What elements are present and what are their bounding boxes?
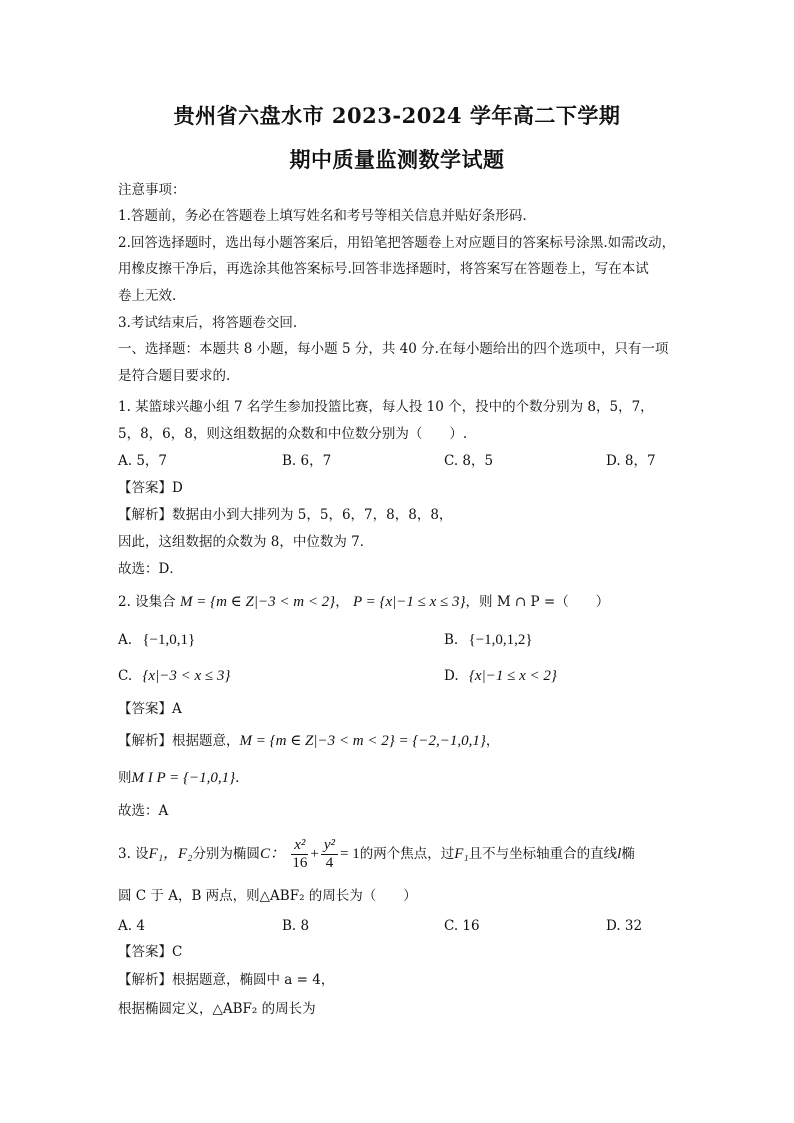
q2-option-c-label: C. — [118, 668, 133, 684]
q1-option-a: A. 5，7 — [118, 453, 168, 469]
q3-mid-3: 且不与坐标轴重合的直线 — [468, 846, 618, 862]
q2-stem — [118, 592, 609, 612]
q3-fraction-y — [321, 837, 338, 872]
q3-analysis-line-1: 【解析】根据题意，椭圆中 a = 4， — [118, 972, 335, 988]
exam-title-line1: 贵州省六盘水市 2023-2024 学年高二下学期 — [173, 103, 621, 128]
q2-set-m: M = {m ∈ Z|−3 < m < 2} — [179, 594, 336, 610]
notice-item-2-line-c: 卷上无效. — [118, 288, 177, 304]
q1-stem-line-b: 5，8，6，8，则这组数据的众数和中位数分别为（ ）. — [118, 426, 468, 442]
q1-option-c: C. 8，5 — [444, 453, 494, 469]
q3-fraction-x-den: 16 — [292, 855, 308, 871]
exam-title-line2: 期中质量监测数学试题 — [289, 147, 505, 172]
q3-stem-line-2: 圆 C 于 A，B 两点，则△ABF₂ 的周长为（ ） — [118, 888, 417, 904]
q2-option-a-label: A. — [118, 632, 133, 648]
q3-fraction-x — [291, 837, 308, 872]
q3-fraction-x-num: x² — [291, 837, 308, 855]
q2-option-b — [444, 630, 533, 650]
q3-fraction-y-num: y² — [321, 837, 338, 855]
q2-then-prefix: 则 — [118, 770, 132, 786]
section-header-line-a: 一、选择题：本题共 8 小题，每小题 5 分，共 40 分.在每小题给出的四个选项中，只有一项 — [118, 341, 669, 357]
q2-set-p: P = {x|−1 ≤ x ≤ 3} — [352, 594, 466, 610]
q2-then — [118, 768, 239, 788]
q2-option-d — [444, 666, 557, 686]
q1-analysis-line-2: 因此，这组数据的众数为 8，中位数为 7． — [118, 534, 374, 550]
q3-prefix: 3. 设 — [118, 846, 149, 862]
q2-option-a-value: {−1,0,1} — [142, 632, 196, 648]
q2-tail: ，则 M ∩ P =（ ） — [465, 594, 610, 610]
q3-f1: F₁ — [454, 846, 469, 862]
q2-option-d-label: D. — [444, 668, 459, 684]
q2-conclusion: 故选：A — [118, 803, 169, 819]
notice-heading: 注意事项： — [118, 182, 186, 198]
q1-analysis-line-1: 【解析】数据由小到大排列为 5，5，6，7，8，8，8， — [118, 507, 453, 523]
q3-equals: = 1 — [340, 846, 360, 862]
q1-option-d: D. 8，7 — [606, 453, 656, 469]
q2-option-c — [118, 666, 230, 686]
q2-option-b-label: B. — [444, 632, 459, 648]
q3-option-a: A. 4 — [118, 918, 145, 934]
q1-option-b: B. 6，7 — [282, 453, 332, 469]
q3-answer: 【答案】C — [118, 944, 183, 960]
q2-option-b-value: {−1,0,1,2} — [468, 632, 533, 648]
q1-conclusion: 故选：D． — [118, 561, 183, 577]
section-header-line-b: 是符合题目要求的. — [118, 368, 231, 384]
q2-option-c-value: {x|−3 < x ≤ 3} — [142, 668, 231, 684]
q3-line-l: l — [617, 846, 622, 862]
q3-stem-line-1 — [118, 834, 635, 874]
q2-then-tail: . — [235, 770, 240, 786]
q2-option-a — [118, 630, 195, 650]
q3-foci: F₁，F₂ — [148, 846, 193, 862]
q3-option-b: B. 8 — [282, 918, 310, 934]
q2-analysis-prefix: 【解析】根据题意， — [118, 733, 240, 749]
notice-item-2-line-b: 用橡皮擦干净后，再选涂其他答案标号.回答非选择题时，将答案写在答题卷上，写在本试 — [118, 261, 649, 277]
q3-option-d: D. 32 — [606, 918, 643, 934]
q2-option-d-value: {x|−1 ≤ x < 2} — [468, 668, 557, 684]
q1-stem-line-a: 1. 某篮球兴趣小组 7 名学生参加投篮比赛，每人投 10 个，投中的个数分别为 8，5，7， — [118, 399, 654, 415]
notice-item-2-line-a: 2.回答选择题时，选出每小题答案后，用铅笔把答题卷上对应题目的答案标号涂黑.如需改动， — [118, 235, 676, 251]
q3-mid-1: 分别为椭圆 — [192, 846, 260, 862]
q3-mid-4: 椭 — [621, 846, 635, 862]
q2-analysis — [118, 731, 499, 751]
q3-plus: + — [310, 846, 319, 862]
q2-answer: 【答案】A — [118, 701, 182, 717]
q3-ellipse-name: C： — [259, 846, 285, 862]
q2-analysis-tail: ， — [485, 733, 500, 749]
notice-item-3: 3.考试结束后，将答题卷交回. — [118, 315, 298, 331]
q1-answer: 【答案】D — [118, 480, 183, 496]
q3-analysis-line-2: 根据椭圆定义，△ABF₂ 的周长为 — [118, 1001, 316, 1017]
q2-separator: ， — [335, 594, 349, 610]
q3-mid-2: 的两个焦点，过 — [359, 846, 455, 862]
q3-option-c: C. 16 — [444, 918, 480, 934]
notice-item-1: 1.答题前，务必在答题卷上填写姓名和考号等相关信息并贴好条形码. — [118, 208, 527, 224]
q2-analysis-expr: M = {m ∈ Z|−3 < m < 2} = {−2,−1,0,1} — [239, 733, 486, 749]
q3-fraction-y-den: 4 — [325, 855, 334, 871]
q2-then-expr: M I P = {−1,0,1} — [131, 770, 236, 786]
q2-prefix: 2. 设集合 — [118, 594, 176, 610]
